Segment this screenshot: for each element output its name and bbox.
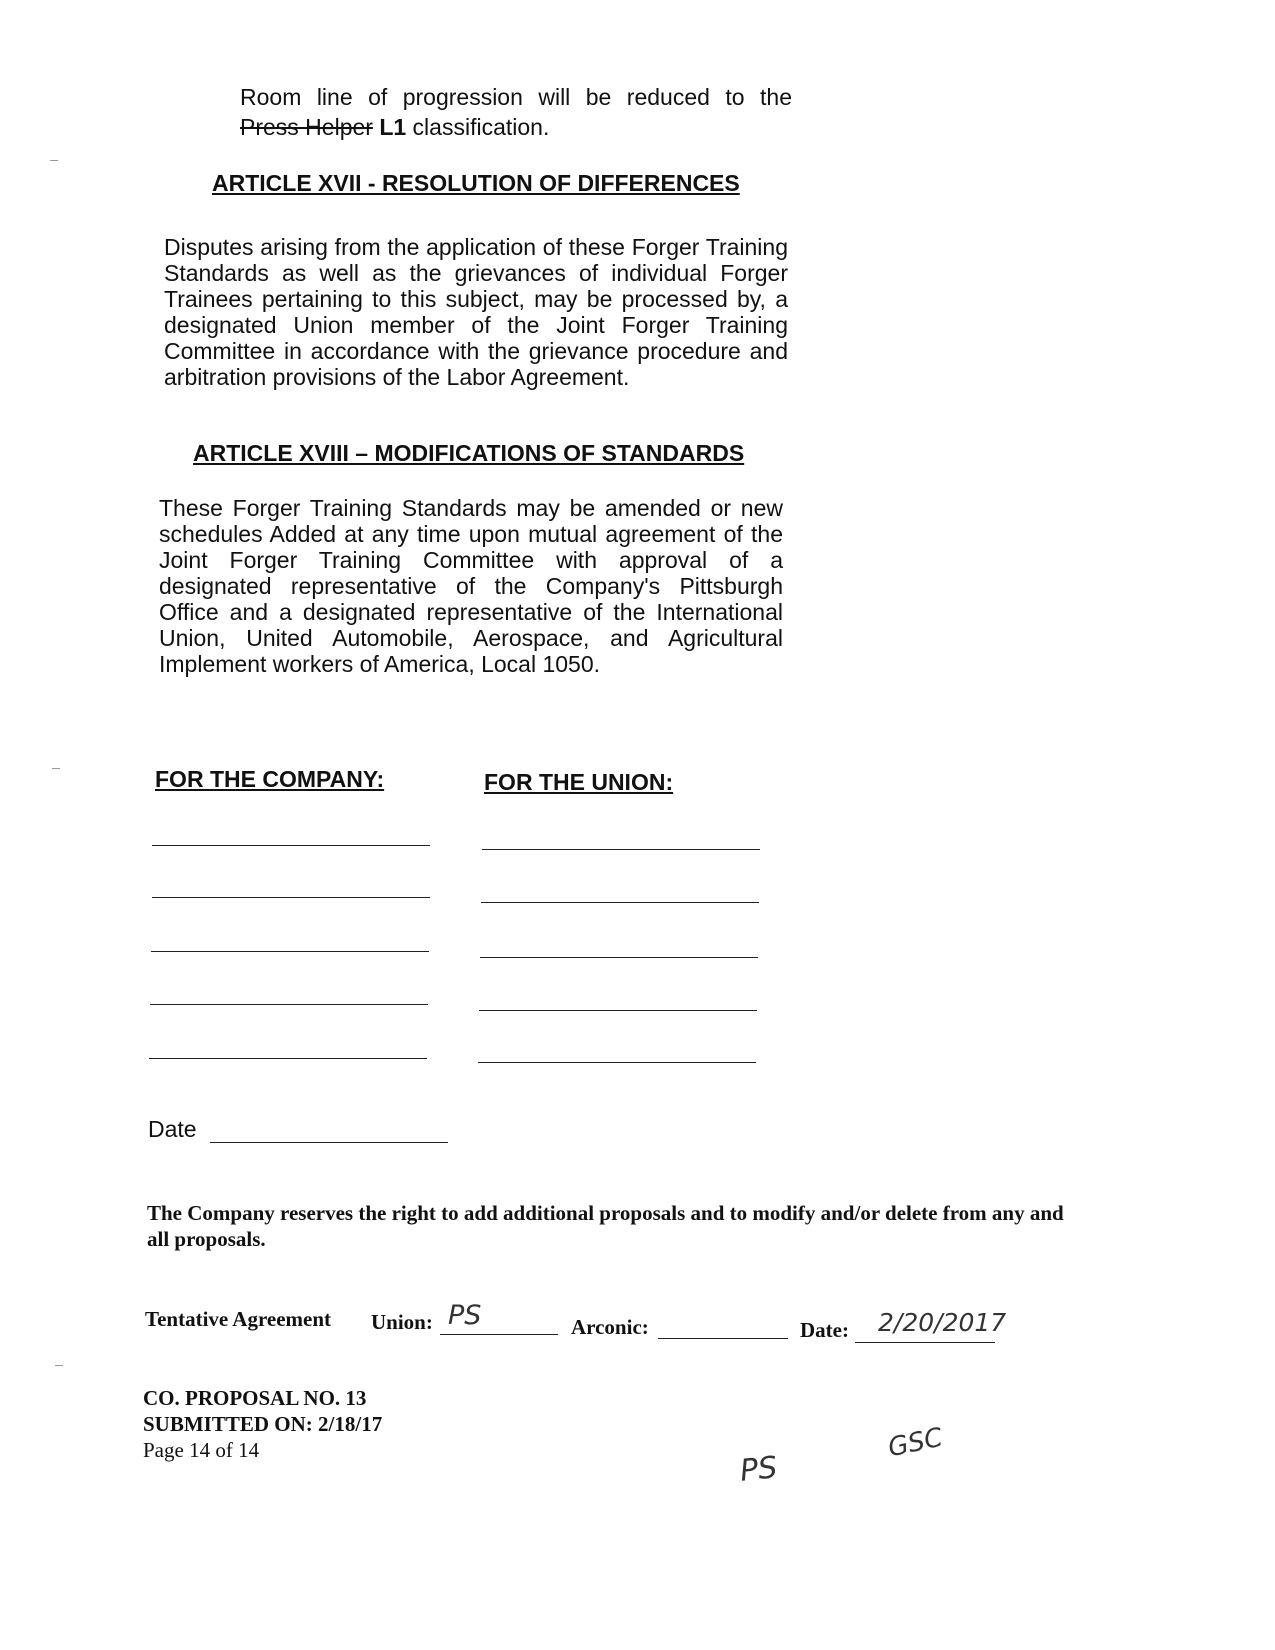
union-signature-line[interactable]	[481, 902, 759, 903]
company-signature-line[interactable]	[149, 1058, 427, 1059]
classification-code: L1	[379, 114, 407, 140]
article-17-heading: ARTICLE XVII - RESOLUTION OF DIFFERENCES	[212, 170, 740, 196]
tentative-union-label: Union:	[371, 1310, 433, 1334]
tentative-arconic-label: Arconic:	[571, 1315, 649, 1339]
union-signature-line[interactable]	[482, 849, 760, 850]
union-initials-line[interactable]	[440, 1334, 558, 1335]
union-signature-label: FOR THE UNION:	[484, 769, 674, 795]
tentative-agreement-label: Tentative Agreement	[145, 1307, 332, 1331]
handwritten-initials-2: GSC	[885, 1422, 946, 1464]
article-18-heading: ARTICLE XVIII – MODIFICATIONS OF STANDARDS	[193, 440, 745, 466]
union-signature-line[interactable]	[479, 1010, 757, 1011]
tentative-date-label: Date:	[800, 1318, 849, 1342]
date-line[interactable]	[210, 1142, 448, 1143]
arconic-initials-line[interactable]	[658, 1338, 788, 1339]
article-18-body: These Forger Training Standards may be amended or new schedules Added at any time upon mutual agreement of the Joint Forger Training Committee with approval of a designated representative of the Company's Pittsburgh Office and a designated representative of the International Union, United Automobile, Aerospace, and Agricultural Implement workers of America, Local 1050.	[159, 495, 783, 677]
date-label: Date	[148, 1116, 197, 1142]
union-signature-line[interactable]	[480, 957, 758, 958]
page-number: Page 14 of 14	[143, 1438, 260, 1462]
company-signature-line[interactable]	[150, 1004, 428, 1005]
intro-line-2	[240, 114, 800, 140]
company-signature-line[interactable]	[152, 897, 430, 898]
intro-line-1: Room line of progression will be reduced to the	[240, 84, 792, 110]
tentative-date-line[interactable]	[855, 1342, 995, 1343]
struck-classification: Press Helper	[240, 114, 373, 140]
footer	[143, 1385, 382, 1463]
company-signature-label: FOR THE COMPANY:	[155, 766, 385, 792]
company-signature-line[interactable]	[151, 951, 429, 952]
scan-speck	[50, 160, 58, 161]
tentative-date-handwritten: 2/20/2017	[878, 1308, 1007, 1337]
union-signature-line[interactable]	[478, 1062, 756, 1063]
proposal-number: CO. PROPOSAL NO. 13	[143, 1386, 367, 1410]
union-initials-handwritten: PS	[448, 1300, 482, 1331]
intro-line-2-rest: classification.	[406, 114, 550, 140]
handwritten-initials-1: PS	[738, 1450, 779, 1489]
scan-speck	[55, 1365, 63, 1366]
scan-speck	[52, 768, 60, 769]
submitted-date: SUBMITTED ON: 2/18/17	[143, 1412, 383, 1436]
reservation-notice: The Company reserves the right to add additional proposals and to modify and/or delete from any and all proposals.	[147, 1201, 1064, 1251]
company-signature-line[interactable]	[152, 845, 430, 846]
article-17-body: Disputes arising from the application of these Forger Training Standards as well as the grievances of individual Forger Trainees pertaining to this subject, may be processed by, a designated Union member of the Joint Forger Training Committee in accordance with the grievance procedure and arbitration provisions of the Labor Agreement.	[164, 234, 788, 390]
